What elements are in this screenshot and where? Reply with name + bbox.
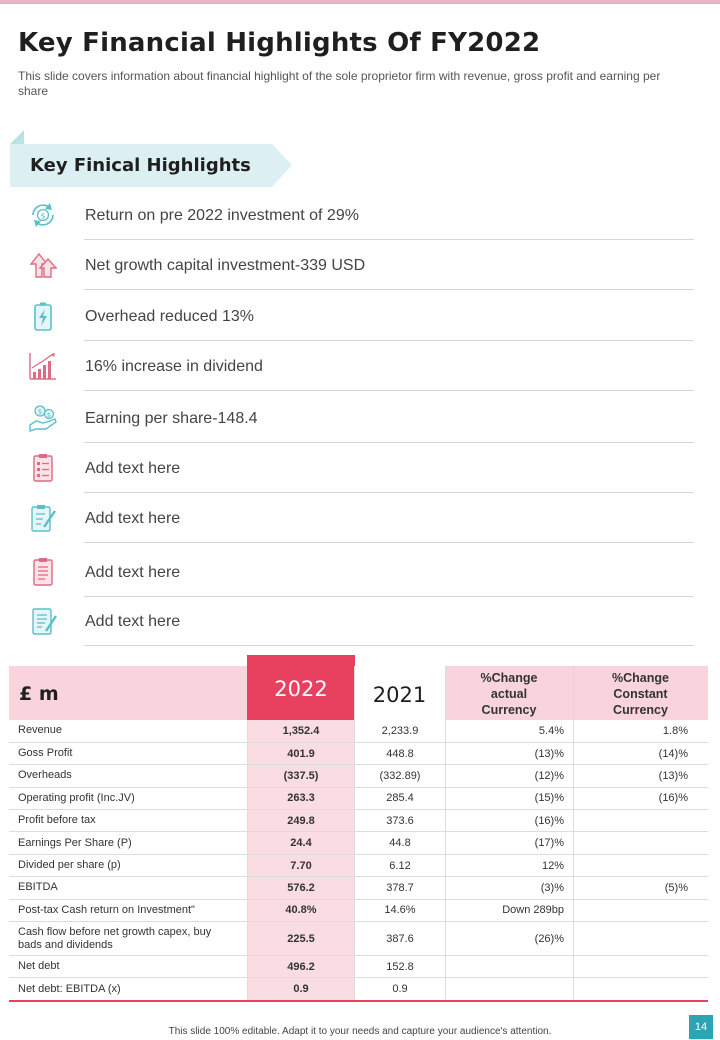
list-item xyxy=(24,291,694,341)
highlight-label: Add text here xyxy=(85,460,181,477)
value-2022-cell: 225.5 xyxy=(247,922,355,956)
change-constant-cell: (5)% xyxy=(573,877,708,899)
change-constant-cell xyxy=(573,922,708,956)
value-2022-cell: 249.8 xyxy=(247,810,355,832)
value-2021-cell: 285.4 xyxy=(355,787,445,809)
divider xyxy=(84,542,694,543)
header-2022: 2022 xyxy=(247,655,355,720)
table-row xyxy=(9,922,708,956)
list-item xyxy=(24,393,694,443)
value-2022-cell: 7.70 xyxy=(247,854,355,876)
table-row xyxy=(9,899,708,921)
value-2022-cell: 263.3 xyxy=(247,787,355,809)
change-actual-cell: (17)% xyxy=(445,832,573,854)
metric-cell: Overheads xyxy=(9,765,247,787)
change-constant-cell xyxy=(573,956,708,978)
metric-cell: Net debt: EBITDA (x) xyxy=(18,982,121,995)
table-row xyxy=(9,720,708,742)
change-actual-cell: Down 289bp xyxy=(445,899,573,921)
page-title: Key Financial Highlights Of FY2022 xyxy=(18,28,541,58)
value-2021-cell: 387.6 xyxy=(355,922,445,956)
table-bottom-rule xyxy=(9,1000,708,1002)
header-line: Currency xyxy=(481,703,537,717)
page-subtitle: This slide covers information about financial highlight of the sole proprietor firm with revenue, gross profit and earning per share xyxy=(18,69,661,98)
change-constant-cell xyxy=(573,899,708,921)
svg-text:$: $ xyxy=(46,411,52,419)
highlight-label: Overhead reduced 13% xyxy=(85,308,254,325)
clipboard-pen-icon xyxy=(28,503,58,533)
header-metric: £ m xyxy=(19,683,59,705)
list-item xyxy=(24,493,694,543)
value-2021-cell: 448.8 xyxy=(355,742,445,764)
list-item xyxy=(24,547,694,597)
divider xyxy=(84,289,694,290)
highlight-label: Add text here xyxy=(85,564,181,581)
change-actual-cell: (15)% xyxy=(445,787,573,809)
svg-text:$: $ xyxy=(40,211,46,221)
growth-arrows-icon xyxy=(28,250,58,280)
footer-note: This slide 100% editable. Adapt it to your needs and capture your audience's attention. xyxy=(168,1026,552,1037)
header-line: actual xyxy=(490,687,528,701)
checklist-icon xyxy=(28,453,58,483)
list-item xyxy=(24,240,694,290)
list-item xyxy=(24,596,694,646)
divider xyxy=(84,390,694,391)
change-constant-cell xyxy=(573,810,708,832)
bar-chart-growth-icon xyxy=(28,351,58,381)
value-2022-cell: 1,352.4 xyxy=(247,720,355,742)
change-actual-cell: (26)% xyxy=(445,922,573,956)
change-constant-cell: 1.8% xyxy=(573,720,708,742)
value-2021-cell: 44.8 xyxy=(355,832,445,854)
table-row xyxy=(9,787,708,809)
change-constant-cell: (13)% xyxy=(573,765,708,787)
highlight-label: 16% increase in dividend xyxy=(85,358,263,375)
value-2021-cell: 14.6% xyxy=(355,899,445,921)
header-line: %Change xyxy=(480,671,538,685)
highlights-banner xyxy=(10,130,292,188)
top-accent-rule-teal xyxy=(0,3,720,4)
value-2022-cell: (337.5) xyxy=(247,765,355,787)
metric-cell: Operating profit (Inc.JV) xyxy=(9,787,247,809)
change-actual-cell: 5.4% xyxy=(445,720,573,742)
value-2022-cell: 0.9 xyxy=(293,983,309,996)
header-change-actual xyxy=(445,670,573,718)
financial-data-table xyxy=(9,720,708,1000)
metric-cell: Cash flow before net growth capex, buy bads and dividends xyxy=(9,922,247,956)
list-item xyxy=(24,443,694,493)
table-row xyxy=(9,854,708,876)
highlight-label: Net growth capital investment-339 USD xyxy=(85,257,366,274)
header-change-constant xyxy=(573,670,708,718)
value-2022-cell: 24.4 xyxy=(247,832,355,854)
change-constant-cell: (14)% xyxy=(573,742,708,764)
value-2021-cell: 152.8 xyxy=(355,956,445,978)
change-actual-cell: (16)% xyxy=(445,810,573,832)
value-2022-cell: 40.8% xyxy=(247,899,355,921)
list-item xyxy=(24,341,694,391)
highlight-label: Add text here xyxy=(85,510,181,527)
table-row xyxy=(9,765,708,787)
metric-cell: Net debt xyxy=(9,956,247,978)
battery-bolt-icon xyxy=(28,301,58,331)
header-2021: 2021 xyxy=(372,683,427,707)
change-actual-cell: 12% xyxy=(445,854,573,876)
document-pen-icon xyxy=(28,606,58,636)
header-line: Constant xyxy=(613,687,668,701)
page-number: 14 xyxy=(689,1015,713,1039)
value-2021-cell: 0.9 xyxy=(392,983,408,996)
metric-cell: Post-tax Cash return on Investment" xyxy=(9,899,247,921)
value-2021-cell: 6.12 xyxy=(355,854,445,876)
refresh-dollar-icon xyxy=(28,200,58,230)
value-2021-cell: 373.6 xyxy=(355,810,445,832)
value-2021-cell: 2,233.9 xyxy=(355,720,445,742)
change-constant-cell: (16)% xyxy=(573,787,708,809)
value-2021-cell: 378.7 xyxy=(355,877,445,899)
metric-cell: Profit before tax xyxy=(9,810,247,832)
change-constant-cell xyxy=(573,854,708,876)
table-row xyxy=(9,742,708,764)
metric-cell: Earnings Per Share (P) xyxy=(9,832,247,854)
table-row xyxy=(9,877,708,899)
metric-cell: EBITDA xyxy=(9,877,247,899)
metric-cell: Divided per share (p) xyxy=(9,854,247,876)
svg-text:$: $ xyxy=(37,408,43,416)
value-2022-cell: 576.2 xyxy=(247,877,355,899)
divider xyxy=(84,645,694,646)
table-row xyxy=(9,956,708,978)
header-line: Currency xyxy=(613,703,668,717)
value-2022-cell: 496.2 xyxy=(247,956,355,978)
table-row xyxy=(9,978,708,1000)
metric-cell: Goss Profit xyxy=(9,742,247,764)
clipboard-list-icon xyxy=(28,557,58,587)
change-actual-cell xyxy=(445,978,573,1000)
change-actual-cell: (12)% xyxy=(445,765,573,787)
change-actual-cell: (3)% xyxy=(445,877,573,899)
hand-coins-icon xyxy=(28,403,58,433)
highlight-label: Return on pre 2022 investment of 29% xyxy=(85,207,359,224)
table-row xyxy=(9,832,708,854)
highlight-label: Add text here xyxy=(85,613,181,630)
change-constant-cell xyxy=(573,832,708,854)
highlights-heading: Key Finical Highlights xyxy=(30,155,251,176)
value-2022-cell: 401.9 xyxy=(247,742,355,764)
change-actual-cell: (13)% xyxy=(445,742,573,764)
change-actual-cell xyxy=(445,956,573,978)
list-item xyxy=(24,190,694,240)
change-constant-cell xyxy=(573,978,708,1000)
table-row xyxy=(9,810,708,832)
value-2021-cell: (332.89) xyxy=(355,765,445,787)
header-line: %Change xyxy=(612,671,669,685)
highlight-label: Earning per share-148.4 xyxy=(85,410,258,427)
metric-cell: Revenue xyxy=(9,720,247,742)
